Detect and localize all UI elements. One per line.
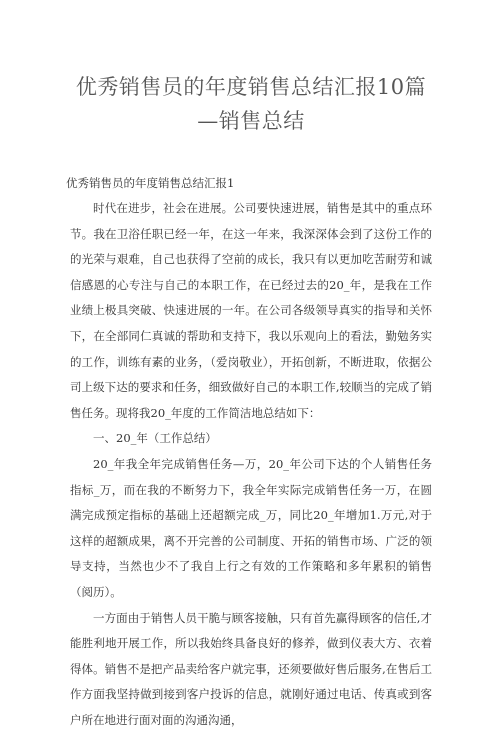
section-paragraph-2: 一方面由于销售人员干脆与顾客接触，只有首先赢得顾客的信任,才能胜利地开展工作，所以我始终具备良好的修养，做到仪表大方、衣着得体。销售不是把产品卖给客户就完事，还须要做好售后服务,在售后工作方面我坚持做到接到客户投诉的信息，就刚好通过电话、传真或到客户所在地进行面对面的沟通沟通， <box>70 606 432 733</box>
document-title: 优秀销售员的年度销售总结汇报10篇—销售总结 <box>70 70 432 138</box>
intro-paragraph: 时代在进步，社会在进展。公司要快速进展，销售是其中的重点环节。我在卫浴任职已经一年，在这一年来，我深深体会到了这份工作的的光荣与艰难，自己也获得了空前的成长，我只有以更加吃苦耐劳和诚信感恩的心专注与自己的本职工作，在已经过去的20_年，是我在工作业绩上极具突破、快速进展的一年。在公司各级领导真实的指导和关怀下，在全部同仁真诚的帮助和支持下，我以乐观向上的看法，勤勉务实的工作，训练有素的业务，（爱岗敬业），开拓创新，不断进取，依据公司上级下达的要求和任务，细致做好自己的本职工作,较顺当的完成了销售任务。现将我20_年度的工作简洁地总结如下： <box>70 196 432 426</box>
section-heading: 一、20_年（工作总结） <box>70 426 432 452</box>
section-paragraph-1: 20_年我全年完成销售任务—万，20_年公司下达的个人销售任务指标_万，而在我的不断努力下，我全年实际完成销售任务一万，在圆满完成预定指标的基础上还超额完成_万，同比20_年增加1.万元,对于这样的超额成果，离不开完善的公司制度、开拓的销售市场、广泛的领导支持，当然也少不了我自上行之有效的工作策略和多年累积的销售（阅历）。 <box>70 452 432 606</box>
section-subtitle: 优秀销售员的年度销售总结汇报1 <box>66 175 432 192</box>
